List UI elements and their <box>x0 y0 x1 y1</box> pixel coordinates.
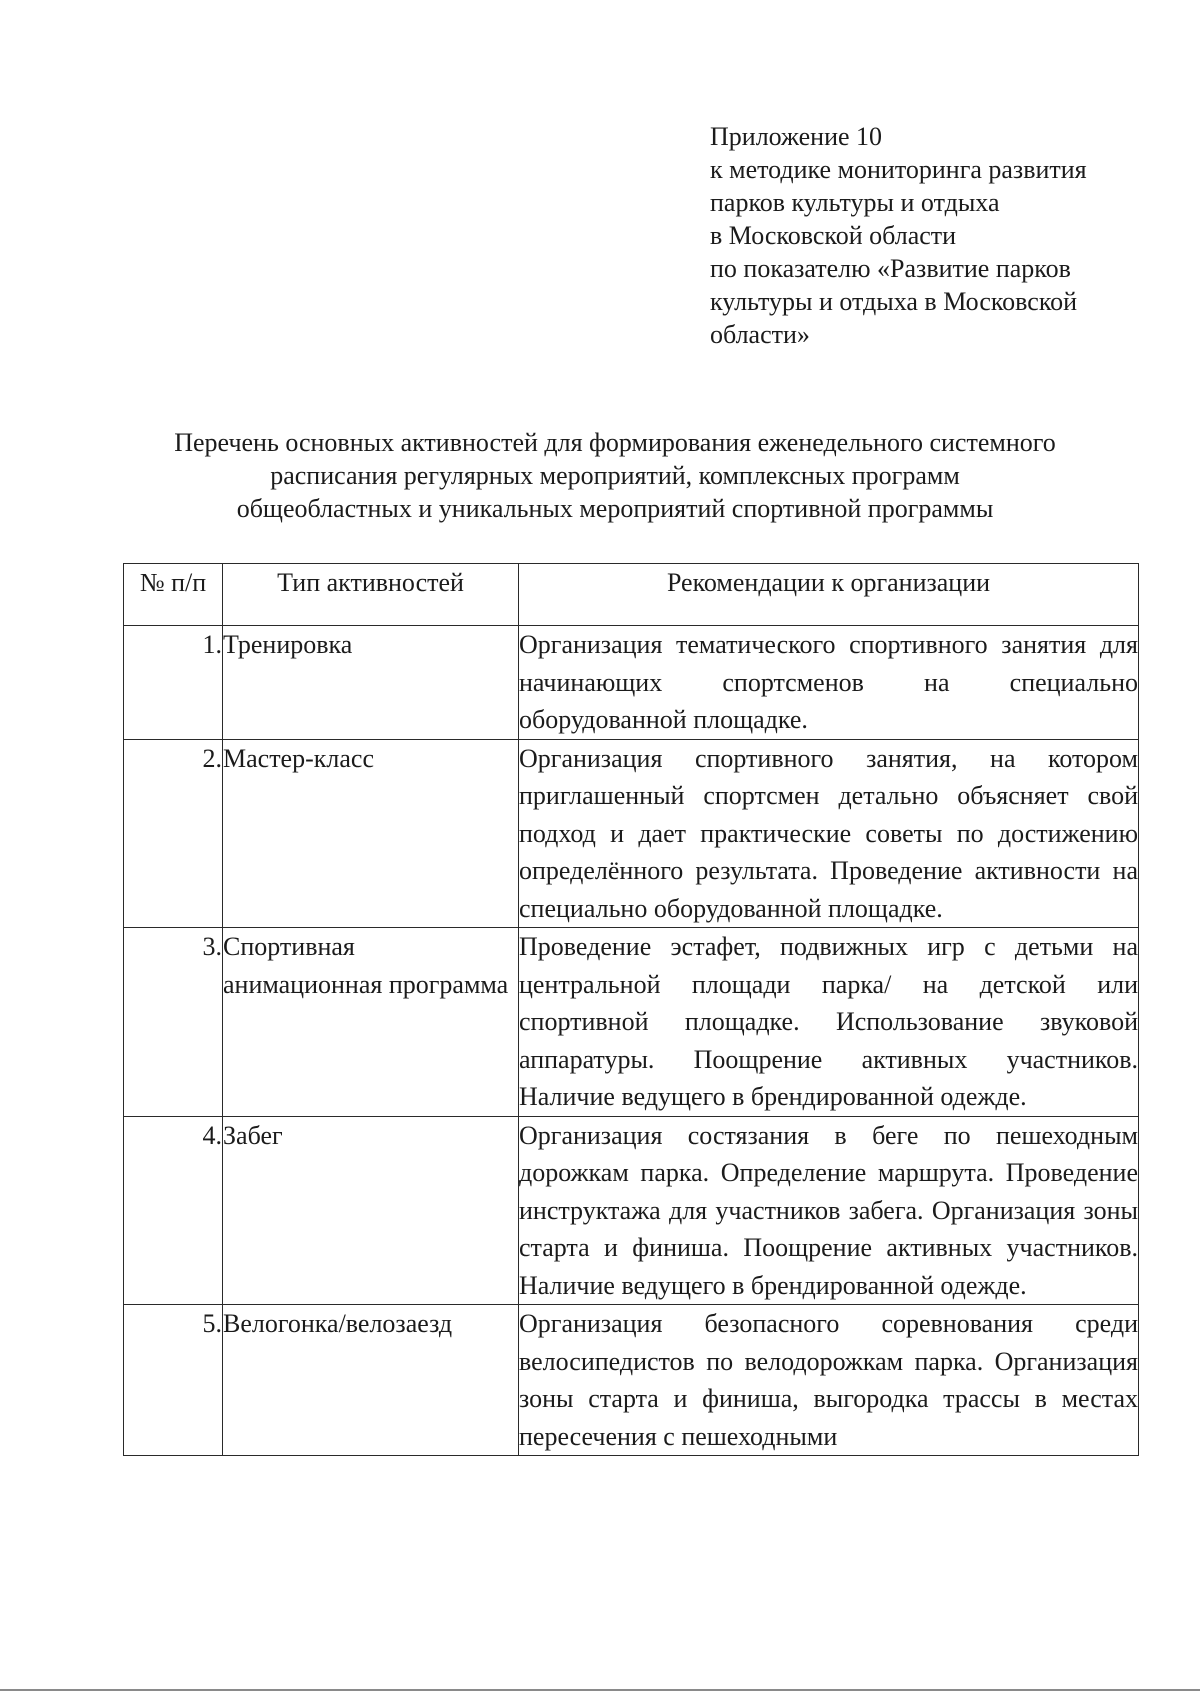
title-line: расписания регулярных мероприятий, комплексных программ <box>270 461 960 490</box>
appendix-line: к методике мониторинга развития <box>710 155 1087 184</box>
table-row <box>124 739 1139 928</box>
row-activity-type: Мастер-класс <box>223 739 519 928</box>
row-activity-type: Спортивная анимационная программа <box>223 928 519 1117</box>
row-recommendation: Проведение эстафет, подвижных игр с детьми на центральной площади парка/ на детской или спортивной площадке. Использование звуковой аппаратуры. Поощрение активных участников. Наличие ведущего в брендированной одежде. <box>519 928 1139 1117</box>
row-activity-type: Тренировка <box>223 626 519 740</box>
row-number: 5. <box>124 1305 223 1456</box>
appendix-line: культуры и отдыха в Московской <box>710 287 1078 316</box>
appendix-line: Приложение 10 <box>710 122 883 151</box>
header-activity-type: Тип активностей <box>223 564 519 626</box>
row-recommendation: Организация безопасного соревнования среди велосипедистов по велодорожкам парка. Организация зоны старта и финиша, выгородка трассы в местах пересечения с пешеходными <box>519 1305 1139 1456</box>
row-recommendation: Организация состязания в беге по пешеходным дорожкам парка. Определение маршрута. Проведение инструктажа для участников забега. Организация зоны старта и финиша. Поощрение активных участников. Наличие ведущего в брендированной одежде. <box>519 1116 1139 1305</box>
row-number: 2. <box>124 739 223 928</box>
table-row <box>124 626 1139 740</box>
row-activity-type: Велогонка/велозаезд <box>223 1305 519 1456</box>
row-recommendation: Организация тематического спортивного занятия для начинающих спортсменов на специально оборудованной площадке. <box>519 626 1139 740</box>
title-line: общеобластных и уникальных мероприятий спортивной программы <box>236 494 994 523</box>
table-row <box>124 928 1139 1117</box>
row-number: 4. <box>124 1116 223 1305</box>
row-activity-type: Забег <box>223 1116 519 1305</box>
appendix-line: в Московской области <box>710 221 957 250</box>
table-row <box>124 1116 1139 1305</box>
appendix-line: парков культуры и отдыха <box>710 188 1000 217</box>
document-title <box>120 426 1110 525</box>
row-number: 3. <box>124 928 223 1117</box>
page-bottom-rule <box>0 1689 1200 1691</box>
activities-table <box>123 563 1139 1456</box>
row-number: 1. <box>124 626 223 740</box>
appendix-line: по показателю «Развитие парков <box>710 254 1071 283</box>
table-row <box>124 1305 1139 1456</box>
header-recommendations: Рекомендации к организации <box>519 564 1139 626</box>
table-header-row <box>124 564 1139 626</box>
appendix-line: области» <box>710 320 810 349</box>
row-recommendation: Организация спортивного занятия, на котором приглашенный спортсмен детально объясняет свой подход и дает практические советы по достижению определённого результата. Проведение активности на специально оборудованной площадке. <box>519 739 1139 928</box>
header-number: № п/п <box>124 564 223 626</box>
appendix-block <box>710 120 1180 351</box>
title-line: Перечень основных активностей для формирования еженедельного системного <box>174 428 1056 457</box>
